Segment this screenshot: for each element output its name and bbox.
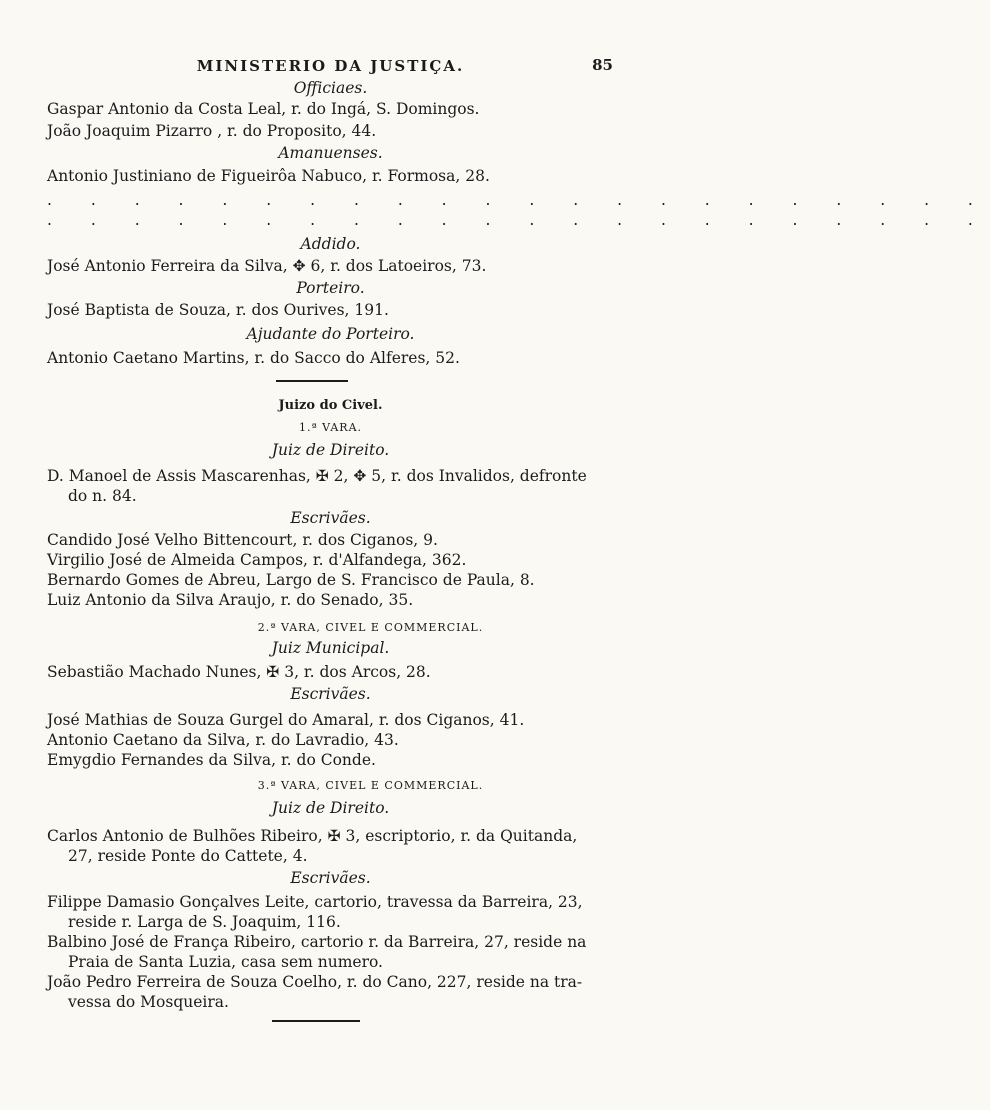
entry-continuation: vessa do Mosqueira. — [68, 993, 229, 1011]
entry-line: Sebastião Machado Nunes, ✠ 3, r. dos Arcos, 28. — [47, 663, 431, 681]
section-heading: Addido. — [300, 235, 361, 253]
page-header-title: MINISTERIO DA JUSTIÇA. — [196, 57, 465, 75]
section-heading: Juiz de Direito. — [271, 441, 390, 459]
entry-line: Bernardo Gomes de Abreu, Largo de S. Francisco de Paula, 8. — [47, 571, 535, 589]
entry-line: D. Manoel de Assis Mascarenhas, ✠ 2, ✥ 5, r. dos Invalidos, defronte — [47, 467, 587, 485]
entry-line: Balbino José de França Ribeiro, cartorio r. da Barreira, 27, reside na — [47, 933, 587, 951]
entry-continuation: reside r. Larga de S. Joaquim, 116. — [68, 913, 341, 931]
section-heading: Officiaes. — [293, 79, 368, 97]
end-divider — [272, 1020, 360, 1022]
section-heading: Juiz Municipal. — [271, 639, 390, 657]
dotted-leader: . . . . . . . . . . . . . . . . . . . . . . — [47, 211, 990, 229]
entry-line: Antonio Caetano da Silva, r. do Lavradio, 43. — [47, 731, 399, 749]
entry-line: João Joaquim Pizarro , r. do Proposito, 44. — [47, 122, 377, 140]
court-heading: Juizo do Civel. — [278, 398, 383, 413]
section-heading: Escrivães. — [290, 869, 371, 887]
section-heading: Porteiro. — [296, 279, 365, 297]
section-heading: Juiz de Direito. — [271, 799, 390, 817]
entry-line: Carlos Antonio de Bulhões Ribeiro, ✠ 3, escriptorio, r. da Quitanda, — [47, 827, 578, 845]
section-divider — [276, 380, 348, 382]
entry-line: Emygdio Fernandes da Silva, r. do Conde. — [47, 751, 376, 769]
entry-line: Filippe Damasio Gonçalves Leite, cartorio, travessa da Barreira, 23, — [47, 893, 583, 911]
entry-line: Antonio Justiniano de Figueirôa Nabuco, r. Formosa, 28. — [47, 167, 490, 185]
entry-line: Gaspar Antonio da Costa Leal, r. do Ingá, S. Domingos. — [47, 100, 480, 118]
entry-line: José Baptista de Souza, r. dos Ourives, 191. — [47, 301, 389, 319]
section-heading: Ajudante do Porteiro. — [246, 325, 415, 343]
entry-line: Virgilio José de Almeida Campos, r. d'Alfandega, 362. — [47, 551, 467, 569]
entry-continuation: 27, reside Ponte do Cattete, 4. — [68, 847, 308, 865]
vara-heading: 1.ª VARA. — [298, 421, 363, 434]
section-heading: Amanuenses. — [278, 144, 383, 162]
page-number: 85 — [592, 56, 613, 74]
vara-heading: 3.ª VARA, CIVEL E COMMERCIAL. — [257, 779, 484, 792]
vara-heading: 2.ª VARA, CIVEL E COMMERCIAL. — [257, 621, 484, 634]
entry-line: João Pedro Ferreira de Souza Coelho, r. do Cano, 227, reside na tra- — [47, 973, 583, 991]
entry-line: Luiz Antonio da Silva Araujo, r. do Senado, 35. — [47, 591, 414, 609]
entry-continuation: Praia de Santa Luzia, casa sem numero. — [68, 953, 383, 971]
entry-line: Antonio Caetano Martins, r. do Sacco do Alferes, 52. — [47, 349, 460, 367]
section-heading: Escrivães. — [290, 685, 371, 703]
dotted-leader: . . . . . . . . . . . . . . . . . . . . . . — [47, 191, 990, 209]
section-heading: Escrivães. — [290, 509, 371, 527]
entry-continuation: do n. 84. — [68, 487, 137, 505]
entry-line: José Mathias de Souza Gurgel do Amaral, r. dos Ciganos, 41. — [47, 711, 525, 729]
entry-line: José Antonio Ferreira da Silva, ✥ 6, r. dos Latoeiros, 73. — [47, 257, 487, 275]
entry-line: Candido José Velho Bittencourt, r. dos Ciganos, 9. — [47, 531, 438, 549]
